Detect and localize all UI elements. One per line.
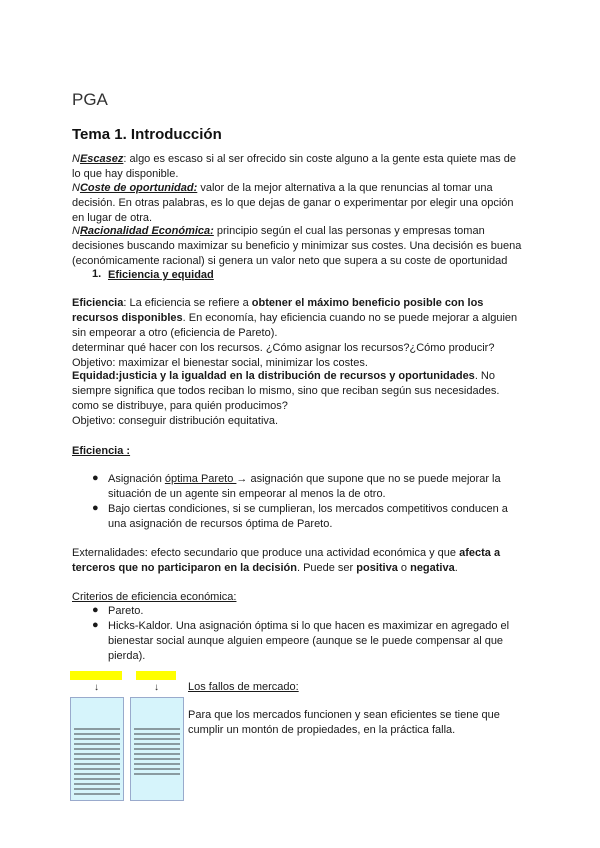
- def-text: en lugar de otra.: [72, 212, 153, 224]
- bullet-dot: ●: [92, 502, 99, 514]
- diagram-column-right: [130, 671, 182, 799]
- bullet-dot: ●: [92, 604, 99, 616]
- text-bold: terceros que no participaron en la decisión: [72, 562, 297, 574]
- text: Hicks-Kaldor. Una asignación óptima si lo que hacen es maximizar en agregado el: [108, 620, 510, 632]
- def-text: : algo es escaso si al ser ofrecido sin coste alguno a la gente esta quiete mas de: [123, 153, 516, 165]
- diagram-header: [136, 671, 176, 680]
- def-text: principio según el cual las personas y empresas toman: [213, 225, 485, 237]
- text: pierda).: [108, 650, 146, 662]
- text: determinar qué hacer con los recursos. ¿Cómo asignar los recursos?¿Cómo producir?: [72, 342, 495, 354]
- text: una asignación de recursos óptima de Pareto.: [108, 518, 333, 530]
- term-equidad: Equidad:justicia y la igualdad en la distribución de recursos y oportunidades: [72, 370, 475, 382]
- text-bold: negativa: [410, 562, 455, 574]
- text: . No: [474, 370, 495, 382]
- par-equidad: [72, 369, 542, 429]
- diagram-header: [70, 671, 122, 680]
- term-escasez: Escasez: [79, 153, 124, 165]
- bullet-pareto: Pareto.: [108, 605, 144, 617]
- term-coste-oportunidad: Coste de oportunidad:: [79, 182, 198, 194]
- text: sin empeorar a otro (eficiencia de Pareto).: [72, 327, 278, 339]
- text: situación de un agente sin empeorar al menos la de otro.: [108, 488, 386, 500]
- def-escasez: [72, 152, 542, 182]
- text: Bajo ciertas condiciones, si se cumplieran, los mercados competitivos conducen a: [108, 503, 508, 515]
- par-eficiencia: [72, 296, 542, 371]
- bullet-optima-pareto: [108, 472, 538, 502]
- def-text: valor de la mejor alternativa a la que renuncias al tomar una: [197, 182, 493, 194]
- def-text: (económicamente racional) si genera un valor neto que supera a su coste de oportunidad: [72, 255, 508, 267]
- text: siempre significa que todos reciban lo mismo, sino que reciban según sus necesidades.: [72, 385, 500, 397]
- text: Objetivo: conseguir distribución equitativa.: [72, 415, 279, 427]
- text: Objetivo: maximizar el bienestar social, minimizar los costes.: [72, 357, 368, 369]
- text: Para que los mercados funcionen y sean eficientes se tiene que: [188, 709, 500, 721]
- arrow-down-icon: ↓: [94, 682, 99, 693]
- par-fallos-mercado: [188, 708, 528, 738]
- document-title: PGA: [72, 90, 108, 109]
- def-text: lo que hay disponible.: [72, 168, 179, 180]
- section-title: Tema 1. Introducción: [72, 126, 222, 143]
- diagram-body: [130, 697, 184, 801]
- def-coste-oportunidad: [72, 181, 542, 226]
- heading-criterios: Criterios de eficiencia económica:: [72, 591, 237, 603]
- def-prefix: N: [72, 182, 80, 194]
- bullet-condiciones: [108, 502, 538, 532]
- text: o: [397, 562, 411, 574]
- par-externalidades: [72, 546, 542, 576]
- text: .: [454, 562, 458, 574]
- heading-eficiencia: Eficiencia :: [72, 445, 131, 457]
- diagram-column-left: [70, 671, 122, 799]
- text: . En economía, hay eficiencia cuando no se puede mejorar a alguien: [182, 312, 518, 324]
- fallos-diagram-image: [70, 671, 182, 799]
- text: Externalidades: efecto secundario que produce una actividad económica y que: [72, 547, 460, 559]
- text: . Puede ser: [296, 562, 357, 574]
- heading-fallos-mercado: Los fallos de mercado:: [188, 681, 299, 693]
- text-bold: obtener el máximo beneficio posible con los: [251, 297, 484, 309]
- bullet-hicks-kaldor: [108, 619, 538, 664]
- def-text: decisiones buscando maximizar su beneficio y minimizar sus costes. Una decisión es buena: [72, 240, 522, 252]
- text: cumplir un montón de propiedades, en la práctica falla.: [188, 724, 456, 736]
- bullet-dot: ●: [92, 472, 99, 484]
- text-bold: afecta a: [459, 547, 501, 559]
- text: bienestar social aunque alguien empeore (aunque se le puede compensar al que: [108, 635, 504, 647]
- def-prefix: N: [72, 225, 80, 237]
- text-bold: recursos disponibles: [72, 312, 183, 324]
- text: : La eficiencia se refiere a: [123, 297, 252, 309]
- list-number: 1.: [92, 268, 102, 280]
- def-text: decisión. En otras palabras, es lo que dejas de ganar o experimentar por elegir una opción: [72, 197, 514, 209]
- text: Asignación: [108, 473, 165, 485]
- list-item-eficiencia-equidad: Eficiencia y equidad: [108, 269, 214, 281]
- def-racionalidad: [72, 224, 542, 269]
- text-bold: positiva: [356, 562, 398, 574]
- def-prefix: N: [72, 153, 80, 165]
- text-underlined: óptima Pareto: [164, 473, 237, 485]
- term-racionalidad: Racionalidad Económica:: [79, 225, 214, 237]
- text: → asignación que supone que no se puede mejorar la: [236, 473, 501, 485]
- arrow-down-icon: ↓: [154, 682, 159, 693]
- text: como se distribuye, para quién producimos?: [72, 400, 288, 412]
- term-eficiencia: Eficiencia: [72, 297, 124, 309]
- bullet-dot: ●: [92, 619, 99, 631]
- diagram-body: [70, 697, 124, 801]
